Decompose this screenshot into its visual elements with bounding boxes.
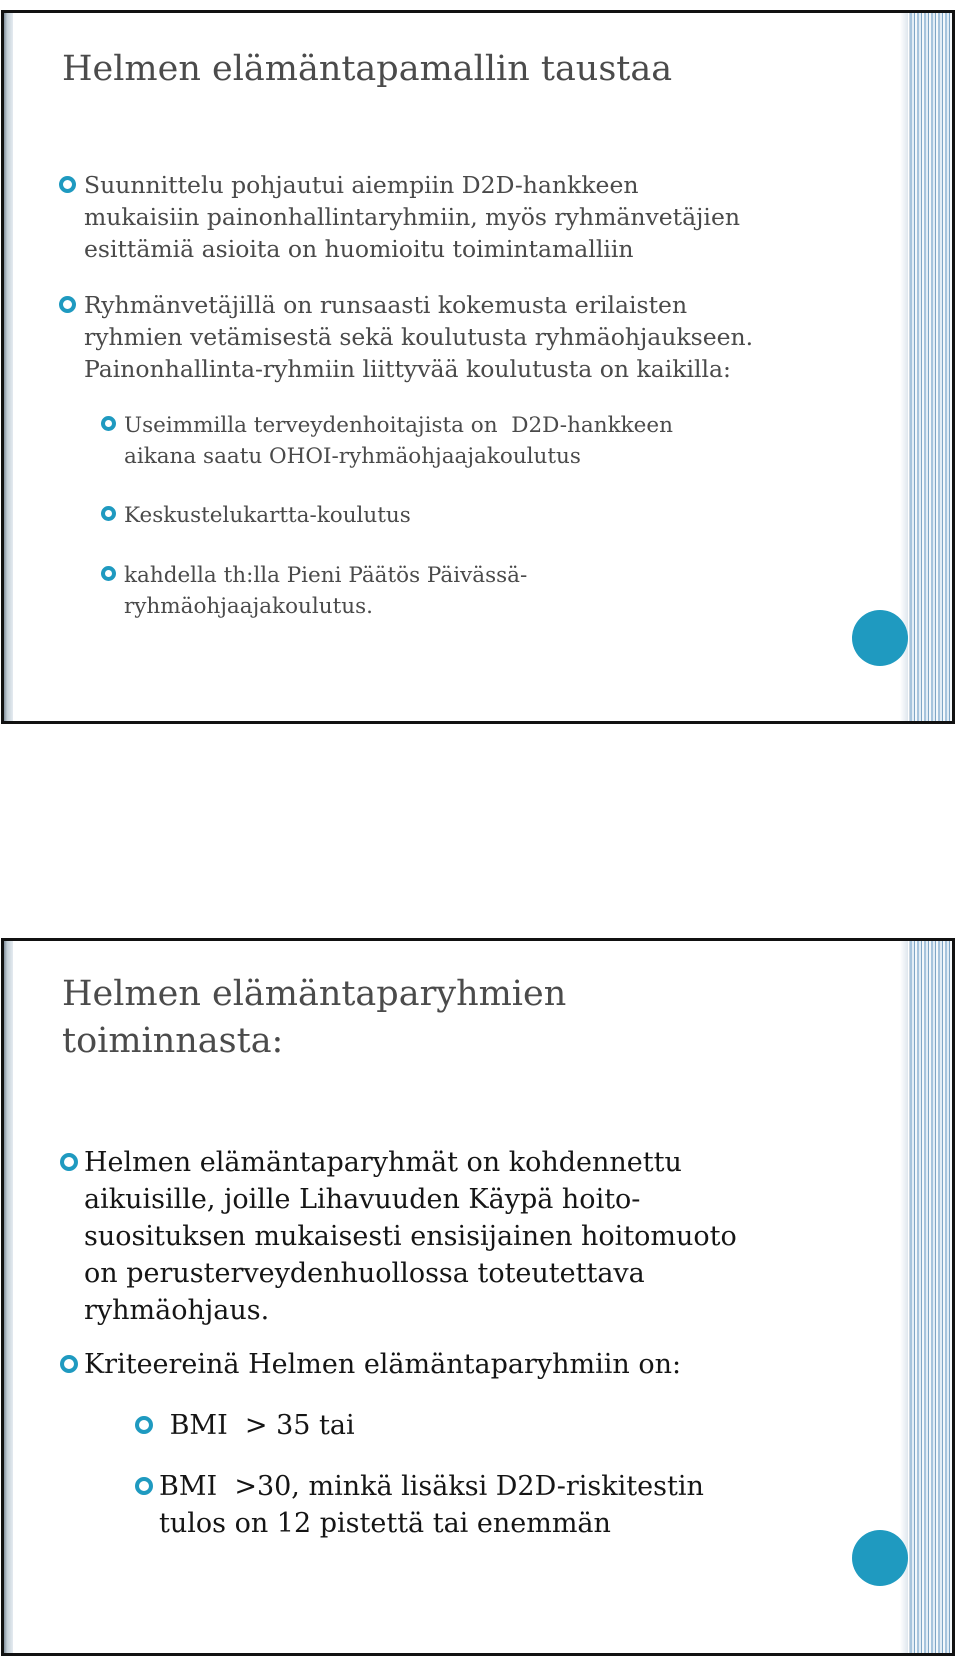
- ring-bullet-icon: [60, 1153, 78, 1171]
- ring-bullet-icon: [59, 296, 76, 313]
- bullet-item: [59, 289, 753, 385]
- sub-bullet-item: [101, 560, 527, 622]
- sub-bullet-text: BMI >30, minkä lisäksi D2D-riskitestin tulos on 12 pistettä tai enemmän: [159, 1471, 704, 1539]
- circle-decoration-icon: [852, 1530, 908, 1586]
- sub-bullet-text: Useimmilla terveydenhoitajista on D2D-hankkeen aikana saatu OHOI-ryhmäohjaajakoulutus: [124, 413, 673, 469]
- ring-bullet-icon: [59, 176, 76, 193]
- sub-bullet-item: [101, 410, 673, 472]
- sub-bullet-item: [101, 500, 411, 531]
- sub-bullet-text: kahdella th:lla Pieni Päätös Päivässä- ryhmäohjaajakoulutus.: [124, 563, 528, 619]
- bullet-text: Helmen elämäntaparyhmät on kohdennettu aikuisille, joille Lihavuuden Käypä hoito- suosituksen mukaisesti ensisijainen hoitomuoto on perusterveydenhuollossa toteutettava ryhmäohjaus.: [84, 1147, 737, 1326]
- ring-bullet-icon: [101, 506, 116, 521]
- bullet-item: [60, 1144, 737, 1329]
- bullet-item: [59, 169, 740, 265]
- right-stripe-decoration: [909, 941, 952, 1653]
- slide-title: Helmen elämäntapamallin taustaa: [62, 49, 673, 89]
- ring-bullet-icon: [101, 566, 116, 581]
- left-border-decoration: [4, 941, 13, 1653]
- ring-bullet-icon: [101, 416, 116, 431]
- ring-bullet-icon: [135, 1477, 153, 1495]
- bullet-item: [60, 1346, 681, 1383]
- slide-title: Helmen elämäntaparyhmien toiminnasta:: [62, 974, 567, 1061]
- ring-bullet-icon: [135, 1416, 153, 1434]
- bullet-text: Suunnittelu pohjautui aiempiin D2D-hankkeen mukaisiin painonhallintaryhmiin, myös ryhmänvetäjien esittämiä asioita on huomioitu toimintamalliin: [84, 171, 740, 263]
- slide-1: [1, 10, 955, 724]
- bullet-text: Kriteereinä Helmen elämäntaparyhmiin on:: [84, 1349, 682, 1380]
- bullet-text: Ryhmänvetäjillä on runsaasti kokemusta erilaisten ryhmien vetämisestä sekä koulutusta ryhmäohjaukseen. Painonhallinta-ryhmiin liittyvää koulutusta on kaikilla:: [84, 291, 754, 383]
- right-stripe-decoration: [909, 13, 952, 721]
- slide-2: [1, 938, 955, 1656]
- sub-bullet-text: Keskustelukartta-koulutus: [124, 503, 411, 528]
- circle-decoration-icon: [852, 610, 908, 666]
- ring-bullet-icon: [60, 1355, 78, 1373]
- sub-bullet-item: [135, 1468, 704, 1542]
- sub-bullet-text: BMI > 35 tai: [161, 1410, 355, 1441]
- sub-bullet-item: [135, 1407, 355, 1444]
- left-border-decoration: [4, 13, 13, 721]
